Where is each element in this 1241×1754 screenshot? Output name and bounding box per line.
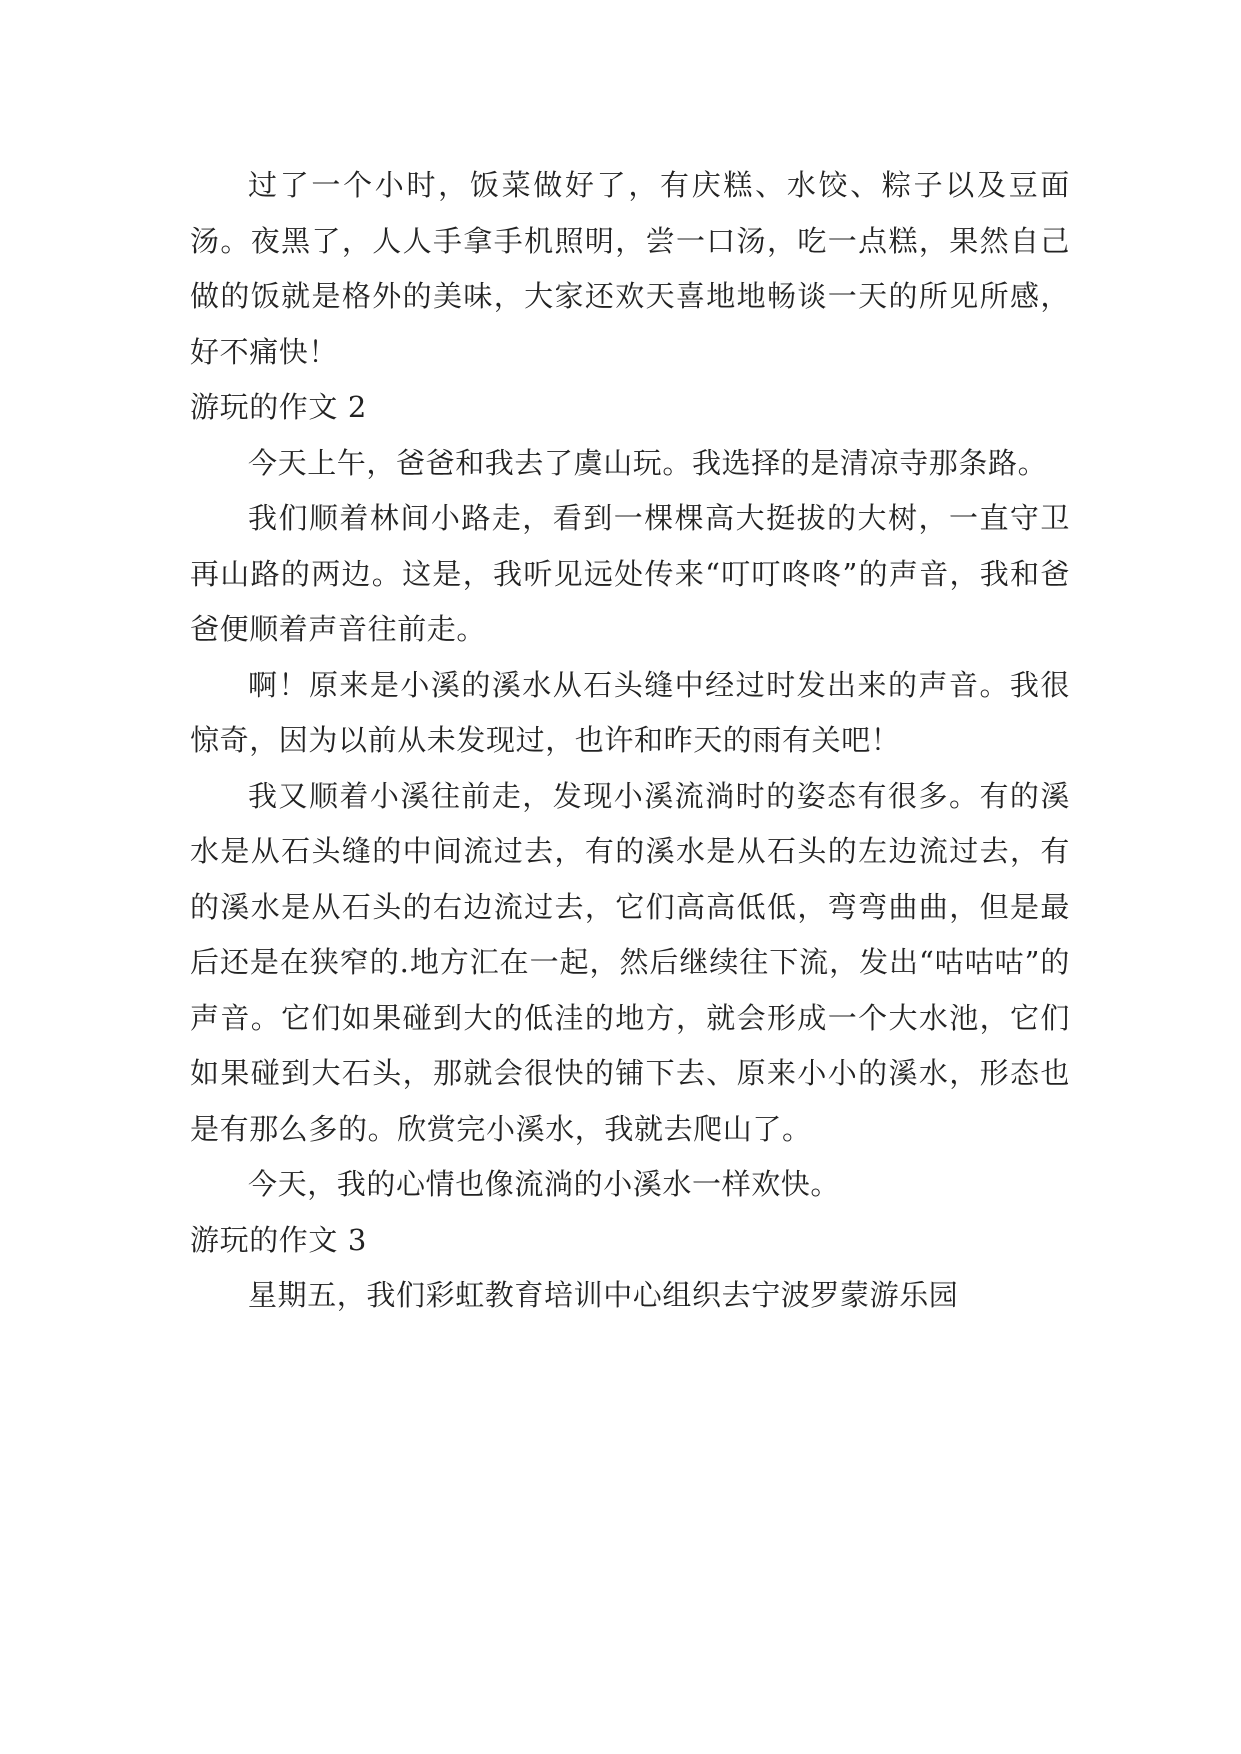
paragraph: 星期五，我们彩虹教育培训中心组织去宁波罗蒙游乐园 — [248, 1278, 959, 1312]
section-heading: 游玩的作文 3 — [190, 1222, 367, 1257]
paragraph: 我又顺着小溪往前走，发现小溪流淌时的姿态有很多。有的溪水是从石头缝的中间流过去，有的溪水是从石头的左边流过去，有的溪水是从石头的右边流过去，它们高高低低，弯弯曲曲，但是最后还是在狭窄的.地方汇在一起，然后继续往下流，发出“咕咕咕”的声音。它们如果碰到大的低洼的地方，就会形成一个大水池，它们如果碰到大石头，那就会很快的铺下去、原来小小的溪水，形态也是有那么多的。欣赏完小溪水，我就去爬山了。 — [190, 778, 1070, 1146]
paragraph: 今天，我的心情也像流淌的小溪水一样欢快。 — [248, 1167, 841, 1201]
section-heading: 游玩的作文 2 — [190, 390, 367, 424]
paragraph: 今天上午，爸爸和我去了虞山玩。我选择的是清凉寺那条路。 — [248, 445, 1048, 480]
document-body — [190, 158, 1070, 1324]
paragraph: 过了一个小时，饭菜做好了，有庆糕、水饺、粽子以及豆面汤。夜黑了，人人手拿手机照明，尝一口汤，吃一点糕，果然自己做的饭就是格外的美味，大家还欢天喜地地畅谈一天的所见所感，好不痛快！ — [190, 168, 1070, 369]
paragraph: 我们顺着林间小路走，看到一棵棵高大挺拔的大树，一直守卫再山路的两边。这是，我听见远处传来“叮叮咚咚”的声音，我和爸爸便顺着声音往前走。 — [190, 501, 1070, 646]
paragraph: 啊！原来是小溪的溪水从石头缝中经过时发出来的声音。我很惊奇，因为以前从未发现过，也许和昨天的雨有关吧！ — [190, 667, 1070, 757]
